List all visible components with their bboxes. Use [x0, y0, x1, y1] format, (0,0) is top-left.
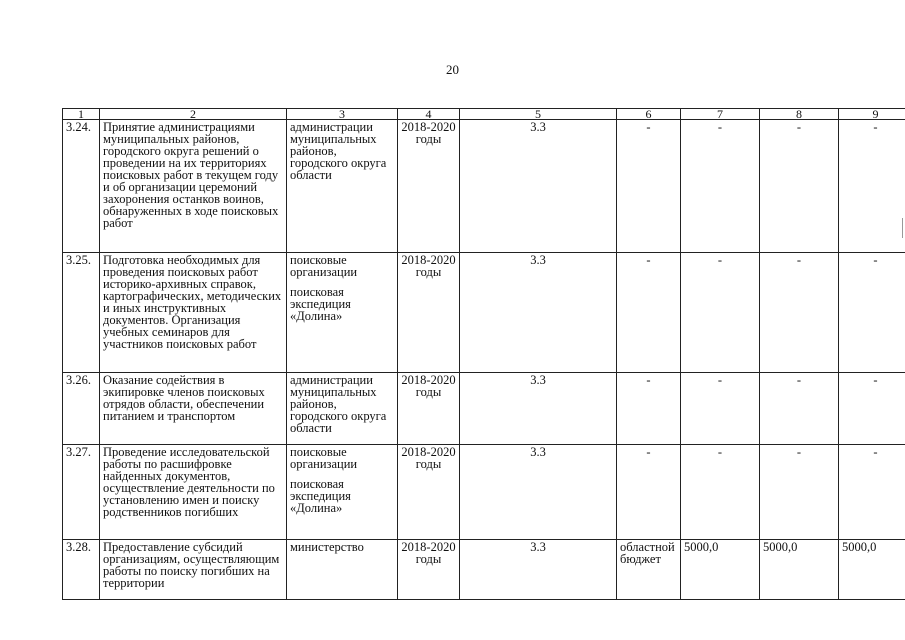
- item-responsible: [287, 445, 398, 540]
- item-value-2019: -: [760, 445, 839, 540]
- column-header: 7: [681, 109, 760, 120]
- item-value-2019: -: [760, 120, 839, 253]
- item-years: 2018-2020 годы: [398, 540, 460, 600]
- table-row: [63, 540, 905, 600]
- item-responsible: [287, 253, 398, 373]
- table-row: [63, 253, 905, 373]
- page-number: 20: [446, 62, 459, 77]
- header-row: [63, 109, 905, 120]
- item-value-2018: -: [681, 445, 760, 540]
- item-value-2018: -: [681, 373, 760, 445]
- item-link: 3.3: [460, 373, 617, 445]
- item-description: Подготовка необходимых для проведения поисковых работ историко-архивных справок, картографических, методических и иных инструктивных документов. Организация учебных семинаров для участников поисковых работ: [100, 253, 287, 373]
- item-value-2020: 5000,0: [839, 540, 905, 600]
- item-description: Оказание содействия в экипировке членов поисковых отрядов области, обеспечении питанием и транспортом: [100, 373, 287, 445]
- item-responsible: [287, 373, 398, 445]
- column-header: 9: [839, 109, 905, 120]
- item-description: Принятие администрациями муниципальных районов, городского округа решений о проведении на их территориях поисковых работ в текущем году и об организации церемоний захоронения останков воинов, обнаруженных в ходе поисковых работ: [100, 120, 287, 253]
- responsible-line: поисковые организации: [290, 253, 358, 279]
- item-link: 3.3: [460, 445, 617, 540]
- item-link: 3.3: [460, 540, 617, 600]
- column-header: 3: [287, 109, 398, 120]
- item-source: -: [617, 253, 681, 373]
- item-years: 2018-2020 годы: [398, 120, 460, 253]
- item-number: 3.25.: [63, 253, 100, 373]
- responsible-line: поисковая экспедиция «Долина»: [290, 477, 351, 515]
- item-source: -: [617, 445, 681, 540]
- table-row: [63, 445, 905, 540]
- item-description: Предоставление субсидий организациям, осуществляющим работы по поиску погибших на территории: [100, 540, 287, 600]
- item-number: 3.27.: [63, 445, 100, 540]
- responsible-line: администрации муниципальных районов, городского округа области: [290, 120, 387, 182]
- item-years: 2018-2020 годы: [398, 445, 460, 540]
- column-header: 1: [63, 109, 100, 120]
- column-header: 8: [760, 109, 839, 120]
- responsible-line: поисковые организации: [290, 445, 358, 471]
- table-row: [63, 373, 905, 445]
- scan-edge-mark: [902, 218, 903, 238]
- item-number: 3.26.: [63, 373, 100, 445]
- item-source: -: [617, 120, 681, 253]
- responsible-line: поисковая экспедиция «Долина»: [290, 285, 351, 323]
- item-value-2020: -: [839, 253, 905, 373]
- item-number: 3.28.: [63, 540, 100, 600]
- item-number: 3.24.: [63, 120, 100, 253]
- item-value-2018: -: [681, 253, 760, 373]
- item-responsible: [287, 540, 398, 600]
- column-header: 6: [617, 109, 681, 120]
- item-value-2019: -: [760, 373, 839, 445]
- item-value-2020: -: [839, 445, 905, 540]
- item-link: 3.3: [460, 253, 617, 373]
- item-value-2020: -: [839, 373, 905, 445]
- item-source: областной бюджет: [617, 540, 681, 600]
- column-header: 5: [460, 109, 617, 120]
- program-table: [62, 108, 905, 600]
- item-value-2019: 5000,0: [760, 540, 839, 600]
- table-row: [63, 120, 905, 253]
- column-header: 4: [398, 109, 460, 120]
- item-value-2020: -: [839, 120, 905, 253]
- item-source: -: [617, 373, 681, 445]
- item-years: 2018-2020 годы: [398, 253, 460, 373]
- item-responsible: [287, 120, 398, 253]
- responsible-line: администрации муниципальных районов, городского округа области: [290, 373, 387, 435]
- item-description: Проведение исследовательской работы по расшифровке найденных документов, осуществление деятельности по установлению имен и поиску родственников погибших: [100, 445, 287, 540]
- item-value-2018: 5000,0: [681, 540, 760, 600]
- item-link: 3.3: [460, 120, 617, 253]
- item-years: 2018-2020 годы: [398, 373, 460, 445]
- item-value-2018: -: [681, 120, 760, 253]
- column-header: 2: [100, 109, 287, 120]
- responsible-line: министерство: [290, 540, 364, 554]
- item-value-2019: -: [760, 253, 839, 373]
